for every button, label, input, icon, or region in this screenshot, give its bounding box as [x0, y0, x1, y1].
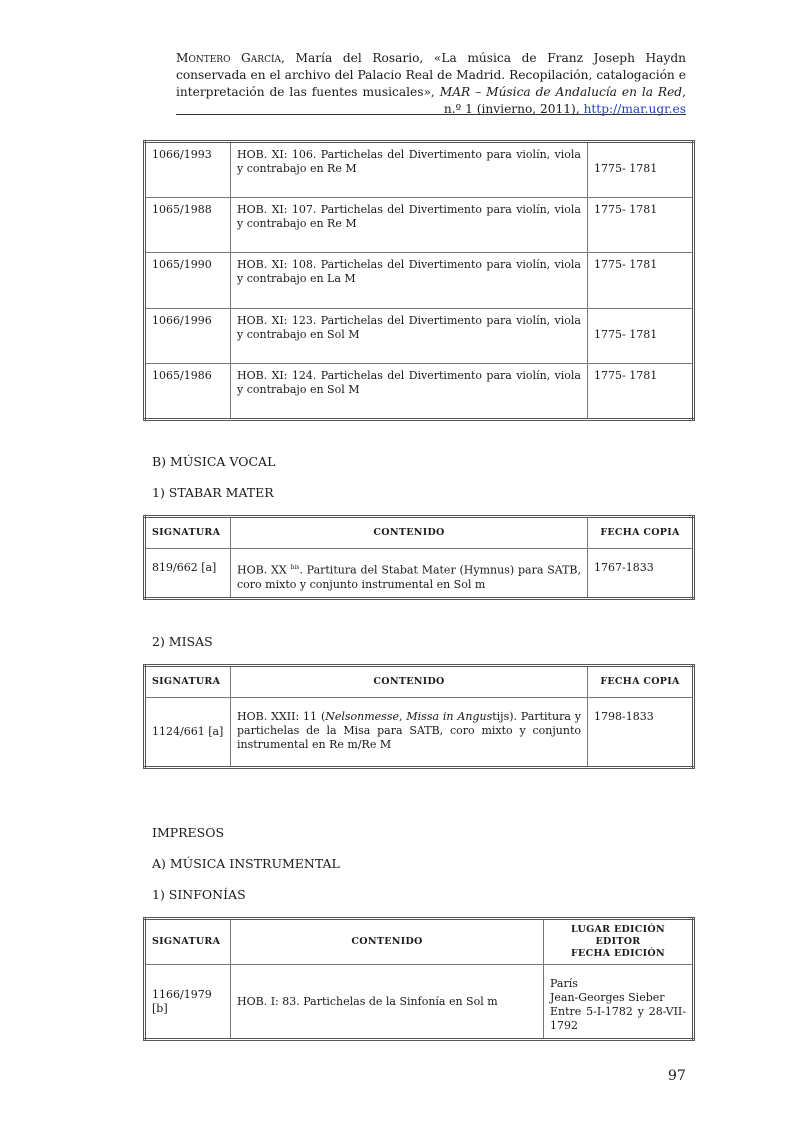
- section-heading-misas: 2) MISAS: [152, 634, 213, 649]
- signature-text: 1166/1979: [152, 987, 212, 1001]
- section-heading-impresos: IMPRESOS: [152, 825, 225, 840]
- journal-title: MAR – Música de Andalucía en la Red: [439, 85, 683, 99]
- signature-cell: [145, 965, 231, 1040]
- content-text: ,: [398, 710, 407, 723]
- col-header-content: CONTENIDO: [231, 919, 544, 965]
- date-cell: [588, 309, 694, 364]
- col-header-signature: SIGNATURA: [145, 517, 231, 549]
- col-header-content: CONTENIDO: [231, 517, 588, 549]
- edition-date: Entre 5-I-1782 y 28-VII-1792: [550, 1005, 686, 1032]
- content-text: . Partitura del Stabat Mater (Hymnus) para SATB, coro mixto y conjunto instrumental en Sol m: [237, 563, 581, 591]
- header-rule: [176, 114, 686, 115]
- table-row: [145, 253, 694, 309]
- issue-text: , n.º 1 (invierno, 2011),: [443, 85, 686, 116]
- edition-place: París: [550, 977, 578, 990]
- section-heading-stabat: 1) STABAR MATER: [152, 485, 274, 500]
- content-cell: HOB. XI: 124. Partichelas del Divertimento para violín, viola y contrabajo en Sol M: [231, 364, 588, 420]
- table-row: [145, 142, 694, 198]
- date-cell: 1767-1833: [588, 549, 694, 599]
- col-header-content: CONTENIDO: [231, 666, 588, 698]
- signature-cell: 1066/1993: [145, 142, 231, 198]
- section-heading-sinfonias: 1) SINFONÍAS: [152, 887, 246, 902]
- stabat-table: [143, 515, 695, 600]
- date-cell: [588, 142, 694, 198]
- table-header-row: [145, 517, 694, 549]
- table-row: [145, 309, 694, 364]
- superscript: bis: [290, 564, 300, 571]
- table-row: [145, 965, 694, 1040]
- content-cell: HOB. XI: 106. Partichelas del Divertimento para violín, viola y contrabajo en Re M: [231, 142, 588, 198]
- table-row: [145, 198, 694, 253]
- work-title: Missa in Angus: [406, 710, 493, 723]
- col-header-date: FECHA COPIA: [588, 517, 694, 549]
- sinfonias-table: [143, 917, 695, 1041]
- header-date: FECHA EDICIÓN: [571, 948, 665, 959]
- col-header-signature: SIGNATURA: [145, 919, 231, 965]
- table-header-row: [145, 919, 694, 965]
- journal-link[interactable]: http://mar.ugr.es: [583, 102, 686, 116]
- date-cell: 1775- 1781: [588, 253, 694, 309]
- page-number: 97: [668, 1068, 686, 1084]
- divertimento-table: [143, 140, 695, 421]
- date-cell: 1775- 1781: [588, 198, 694, 253]
- misas-table: [143, 664, 695, 769]
- header-editor: EDITOR: [595, 936, 641, 947]
- date-text: 1775- 1781: [594, 162, 658, 175]
- section-heading-vocal: B) MÚSICA VOCAL: [152, 454, 276, 469]
- table-row: [145, 549, 694, 599]
- content-cell: [231, 698, 588, 768]
- content-cell: HOB. I: 83. Partichelas de la Sinfonía en Sol m: [231, 965, 544, 1040]
- signature-text: 1124/661 [a]: [152, 725, 224, 738]
- signature-cell: 1066/1996: [145, 309, 231, 364]
- col-header-signature: SIGNATURA: [145, 666, 231, 698]
- table-header-row: [145, 666, 694, 698]
- section-heading-instrumental: A) MÚSICA INSTRUMENTAL: [152, 856, 340, 871]
- signature-cell: 1065/1990: [145, 253, 231, 309]
- edition-cell: [544, 965, 694, 1040]
- signature-cell: 819/662 [a]: [145, 549, 231, 599]
- col-header-date: FECHA COPIA: [588, 666, 694, 698]
- col-header-edition: [544, 919, 694, 965]
- signature-cell: [145, 698, 231, 768]
- content-cell: HOB. XI: 107. Partichelas del Divertimento para violín, viola y contrabajo en Re M: [231, 198, 588, 253]
- date-cell: 1798-1833: [588, 698, 694, 768]
- table-row: [145, 364, 694, 420]
- citation-text: , María del Rosario, «La música de Franz Joseph Haydn conservada en el archivo del Palacio Real de Madrid. Recopilación, catalogación e interpretación de las fuentes musicales»,: [176, 51, 686, 99]
- content-text: HOB. XX: [237, 563, 291, 577]
- edition-editor: Jean-Georges Sieber: [550, 991, 665, 1004]
- signature-cell: 1065/1988: [145, 198, 231, 253]
- citation-header: [176, 50, 686, 118]
- content-text: HOB. XXII: 11 (: [237, 710, 326, 723]
- content-text: tijs). Partitura y partichelas de la Misa para SATB, coro mixto y conjunto instrumental en Re m/Re M: [237, 710, 581, 751]
- table-row: [145, 698, 694, 768]
- date-cell: 1775- 1781: [588, 364, 694, 420]
- date-text: 1775- 1781: [594, 328, 658, 341]
- signature-cell: 1065/1986: [145, 364, 231, 420]
- content-cell: HOB. XI: 123. Partichelas del Divertimento para violín, viola y contrabajo en Sol M: [231, 309, 588, 364]
- content-cell: [231, 549, 588, 599]
- signature-suffix: [b]: [152, 1001, 168, 1015]
- content-cell: HOB. XI: 108. Partichelas del Divertimento para violín, viola y contrabajo en La M: [231, 253, 588, 309]
- author-name: Montero García: [176, 51, 282, 65]
- header-place: LUGAR EDICIÓN: [571, 924, 665, 935]
- work-title: Nelsonmesse: [325, 710, 399, 723]
